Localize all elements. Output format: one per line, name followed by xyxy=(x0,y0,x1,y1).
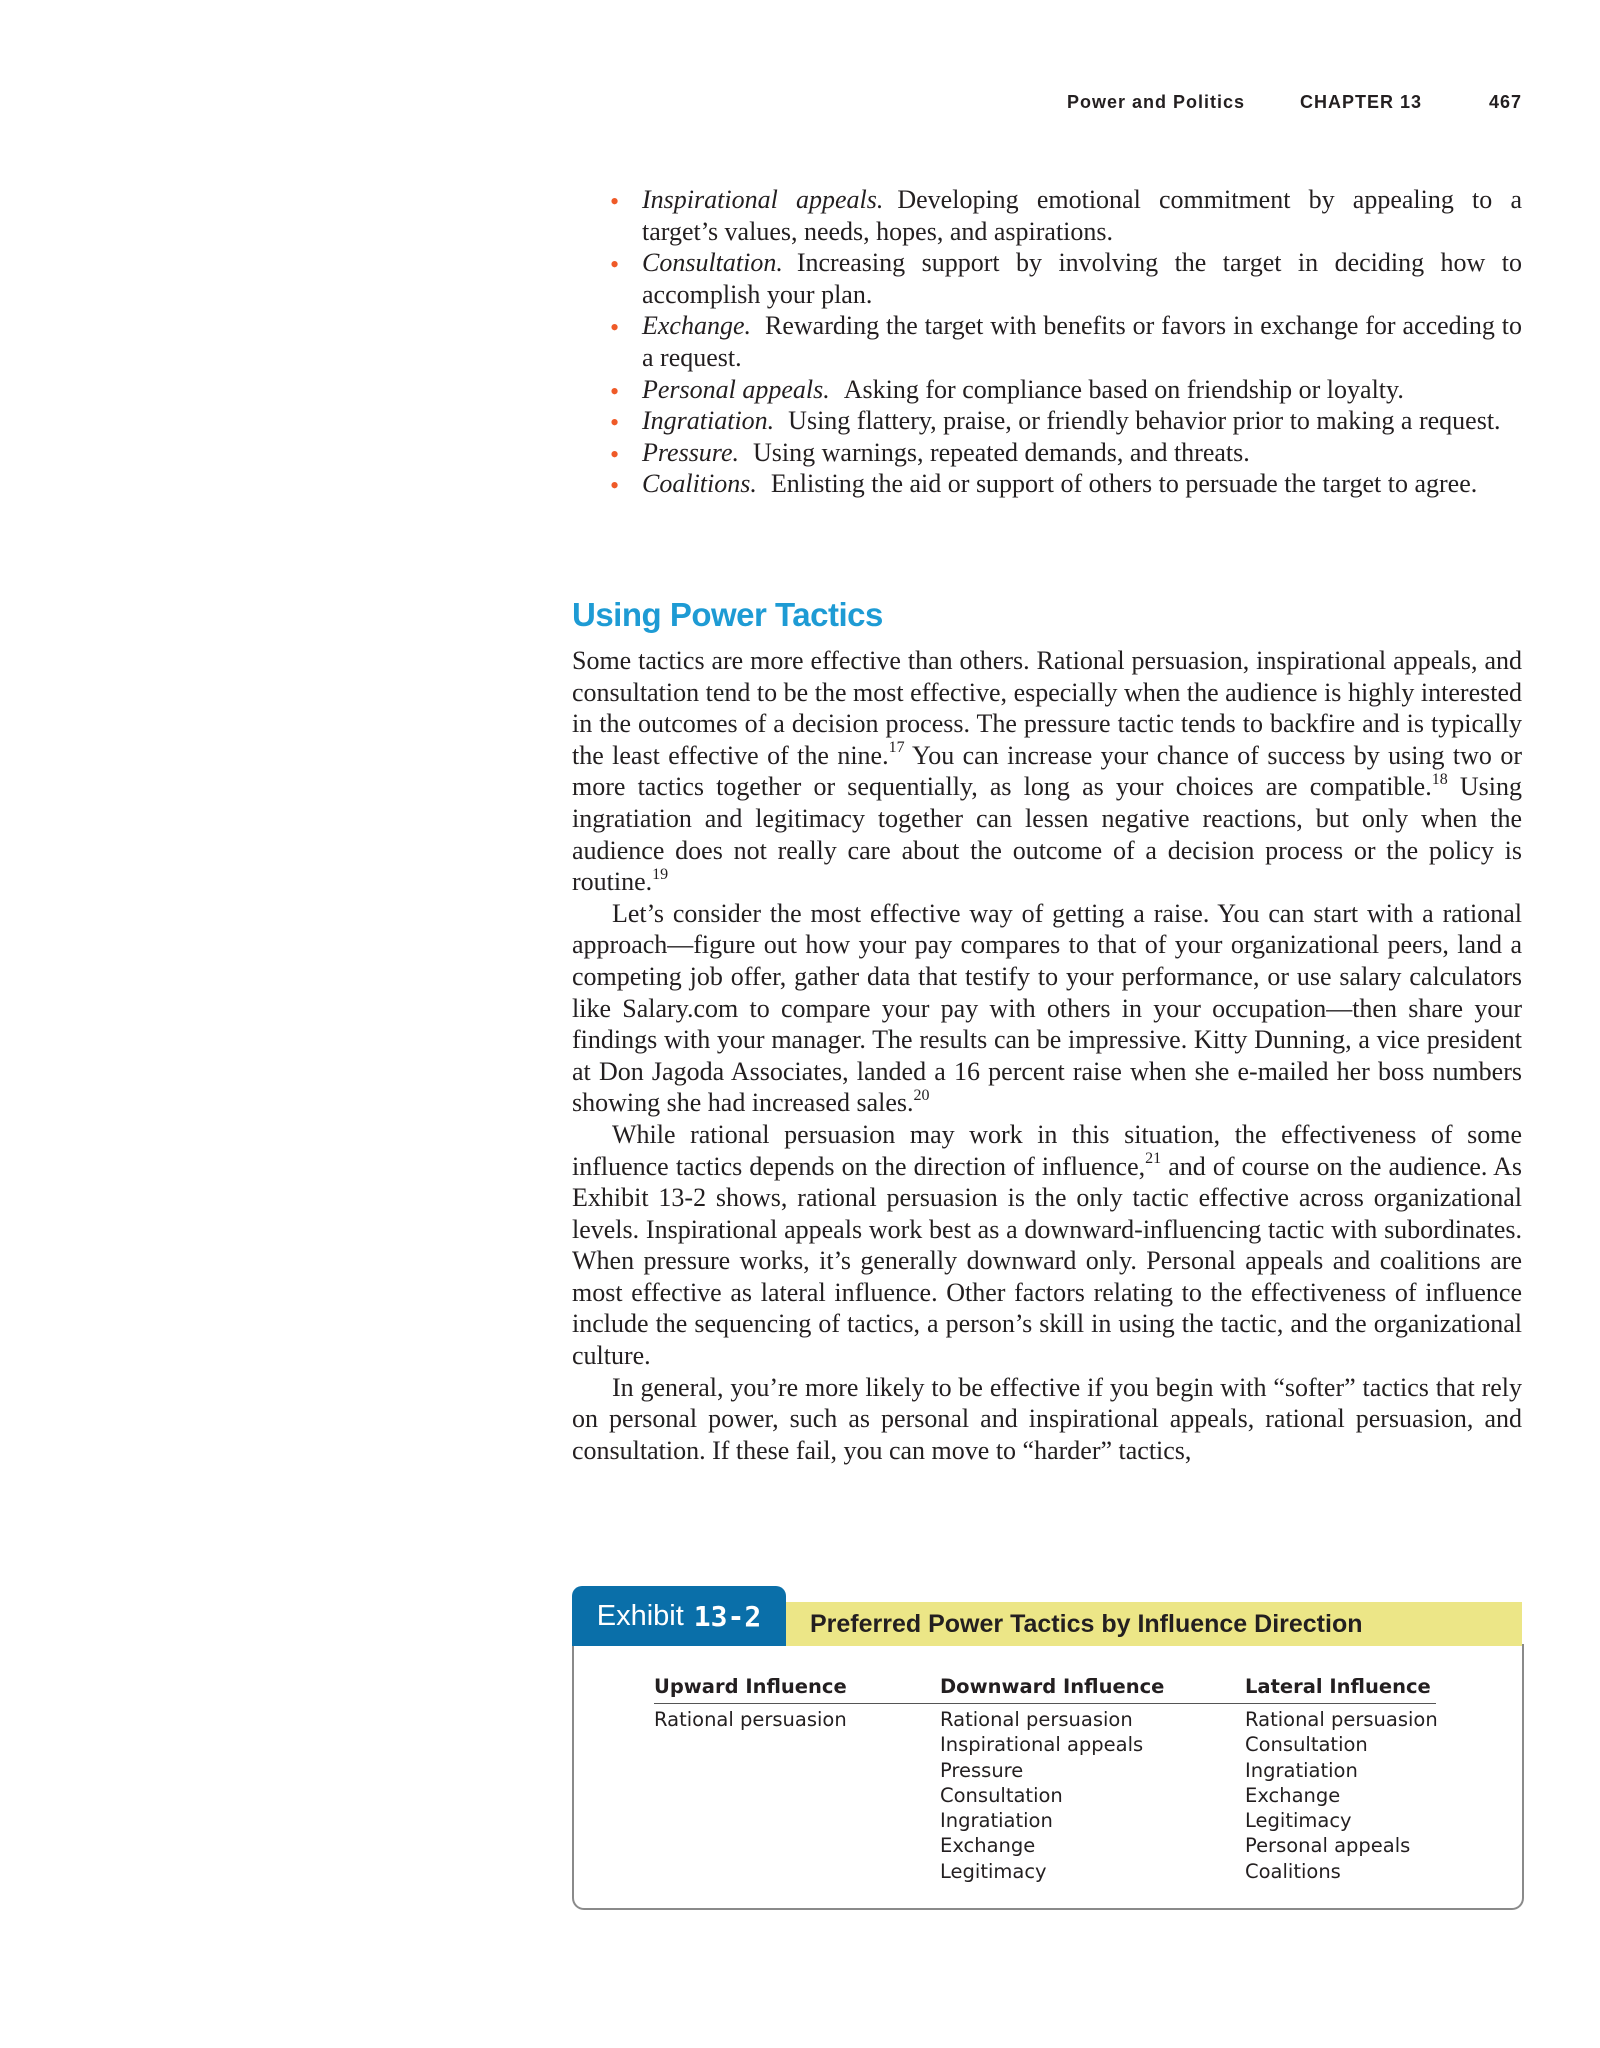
exhibit-title: Preferred Power Tactics by Influence Direction xyxy=(786,1602,1522,1646)
list-item-term: Consultation. xyxy=(642,248,783,278)
footnote-ref: 17 xyxy=(888,739,905,757)
paragraph-text: Let’s consider the most effective way of getting a raise. You can start with a rational approach—figure out how your pay compares to that of your organizational peers, land a competing job offer, gather data that testify to your performance, or use salary calculators like Salary.com to compare your pay with others in your occupation—then share your findings with your manager. The results can be impressive. Kitty Dunning, a vice president at Don Jagoda Associates, landed a 16 percent raise when she e-mailed her boss numbers showing she had increased sales. xyxy=(572,898,1522,1118)
footnote-ref: 19 xyxy=(652,865,669,883)
list-item-term: Coalitions. xyxy=(642,469,757,499)
body-text xyxy=(572,645,1522,1466)
table-column-lateral xyxy=(1245,1707,1436,1884)
footnote-ref: 20 xyxy=(913,1086,930,1104)
table-column-downward xyxy=(940,1707,1245,1884)
list-item xyxy=(572,468,1522,500)
list-item xyxy=(572,310,1522,373)
column-header: Downward Influence xyxy=(940,1675,1165,1698)
exhibit-label-word: Exhibit xyxy=(596,1599,684,1632)
table-cell: Legitimacy xyxy=(1245,1809,1352,1833)
list-item-term: Personal appeals. xyxy=(642,374,830,404)
table-cell: Pressure xyxy=(940,1758,1024,1782)
list-item-text: Rewarding the target with benefits or favors in exchange for acceding to a request. xyxy=(642,311,1522,372)
list-item-term: Inspirational appeals. xyxy=(642,185,884,214)
section-heading: Using Power Tactics xyxy=(572,596,883,633)
list-item-text: Asking for compliance based on friendship or loyalty. xyxy=(843,374,1404,404)
table-cell: Consultation xyxy=(1245,1733,1368,1757)
table-cell: Legitimacy xyxy=(940,1859,1047,1883)
paragraph-text: Using ingratiation and legitimacy together can lessen negative reactions, but only when the audience does not really care about the outcome of a decision process or the policy is routine. xyxy=(572,772,1522,897)
list-item xyxy=(572,184,1522,247)
exhibit-label-number: 13-2 xyxy=(693,1599,762,1633)
list-item-text: Increasing support by involving the target in deciding how to accomplish your plan. xyxy=(642,248,1522,309)
column-header: Upward Influence xyxy=(654,1675,847,1698)
paragraph-text: Some tactics are more effective than others. Rational persuasion, inspirational appeals, and consultation tend to be the most effective, especially when the audience is highly interested in the outcomes of a decision process. The pressure tactic tends to backfire and is typically the least effective of the nine. xyxy=(572,646,1522,770)
list-item-term: Exchange. xyxy=(642,311,752,341)
list-item-text: Using warnings, repeated demands, and threats. xyxy=(753,437,1250,467)
exhibit-13-2 xyxy=(572,1586,1522,1918)
running-head-section: Power and Politics xyxy=(1067,92,1246,112)
paragraph-text: You can increase your chance of success by using two or more tactics together or sequentially, as long as your choices are compatible. xyxy=(572,740,1522,802)
table-cell: Coalitions xyxy=(1245,1859,1341,1883)
table-header-row xyxy=(654,1675,1436,1704)
page-number: 467 xyxy=(1488,92,1522,112)
paragraph xyxy=(572,898,1522,1119)
table-cell: Exchange xyxy=(1245,1783,1341,1807)
paragraph-text: In general, you’re more likely to be effective if you begin with “softer” tactics that rely on personal power, such as personal and inspirational appeals, rational persuasion, and consultation. If these fail, you can move to “harder” tactics, xyxy=(572,1372,1522,1465)
table-cell: Rational persuasion xyxy=(940,1708,1133,1731)
list-item xyxy=(572,374,1522,406)
bullet-icon: • xyxy=(610,376,620,406)
paragraph-text: and of course on the audience. As Exhibit 13-2 shows, rational persuasion is the only tactic effective across organizational levels. Inspirational appeals work best as a downward-influencing tactic with subordinates. When pressure works, it’s generally downward only. Personal appeals and coalitions are most effective as lateral influence. Other factors relating to the effectiveness of influence include the sequencing of tactics, a person’s skill in using the tactic, and the organizational culture. xyxy=(572,1151,1522,1371)
table-column-upward xyxy=(654,1707,940,1884)
exhibit-label xyxy=(572,1586,786,1646)
paragraph-text: While rational persuasion may work in this situation, the effectiveness of some influence tactics depends on the direction of influence, xyxy=(572,1119,1522,1181)
table-cell: Ingratiation xyxy=(940,1809,1053,1833)
list-item-term: Ingratiation. xyxy=(642,406,775,436)
list-item-term: Pressure. xyxy=(642,437,740,467)
list-item-text: Using flattery, praise, or friendly behavior prior to making a request. xyxy=(788,406,1501,436)
list-item-text: Developing emotional commitment by appealing to a target’s values, needs, hopes, and aspirations. xyxy=(642,185,1523,246)
footnote-ref: 18 xyxy=(1431,770,1448,788)
paragraph xyxy=(572,1119,1522,1372)
bullet-icon: • xyxy=(610,471,620,501)
table-cell: Ingratiation xyxy=(1245,1758,1358,1782)
bullet-icon: • xyxy=(610,439,620,469)
table-body xyxy=(654,1707,1436,1884)
table-cell: Exchange xyxy=(940,1834,1036,1858)
exhibit-table xyxy=(654,1675,1436,1884)
table-cell: Rational persuasion xyxy=(654,1708,847,1731)
list-item xyxy=(572,405,1522,437)
table-cell: Inspirational appeals xyxy=(940,1733,1144,1757)
bullet-icon: • xyxy=(610,250,620,280)
paragraph xyxy=(572,645,1522,898)
influence-tactics-list xyxy=(572,184,1522,500)
paragraph xyxy=(572,1372,1522,1467)
footnote-ref: 21 xyxy=(1145,1149,1162,1167)
table-cell: Rational persuasion xyxy=(1245,1708,1438,1731)
column-header: Lateral Influence xyxy=(1245,1675,1431,1698)
list-item xyxy=(572,437,1522,469)
bullet-icon: • xyxy=(610,313,620,343)
list-item-text: Enlisting the aid or support of others to persuade the target to agree. xyxy=(770,469,1478,499)
table-cell: Consultation xyxy=(940,1783,1063,1807)
running-head-chapter: CHAPTER 13 xyxy=(1300,92,1423,112)
bullet-icon: • xyxy=(610,187,620,216)
table-cell: Personal appeals xyxy=(1245,1834,1411,1858)
bullet-icon: • xyxy=(610,408,620,438)
list-item xyxy=(572,247,1522,310)
